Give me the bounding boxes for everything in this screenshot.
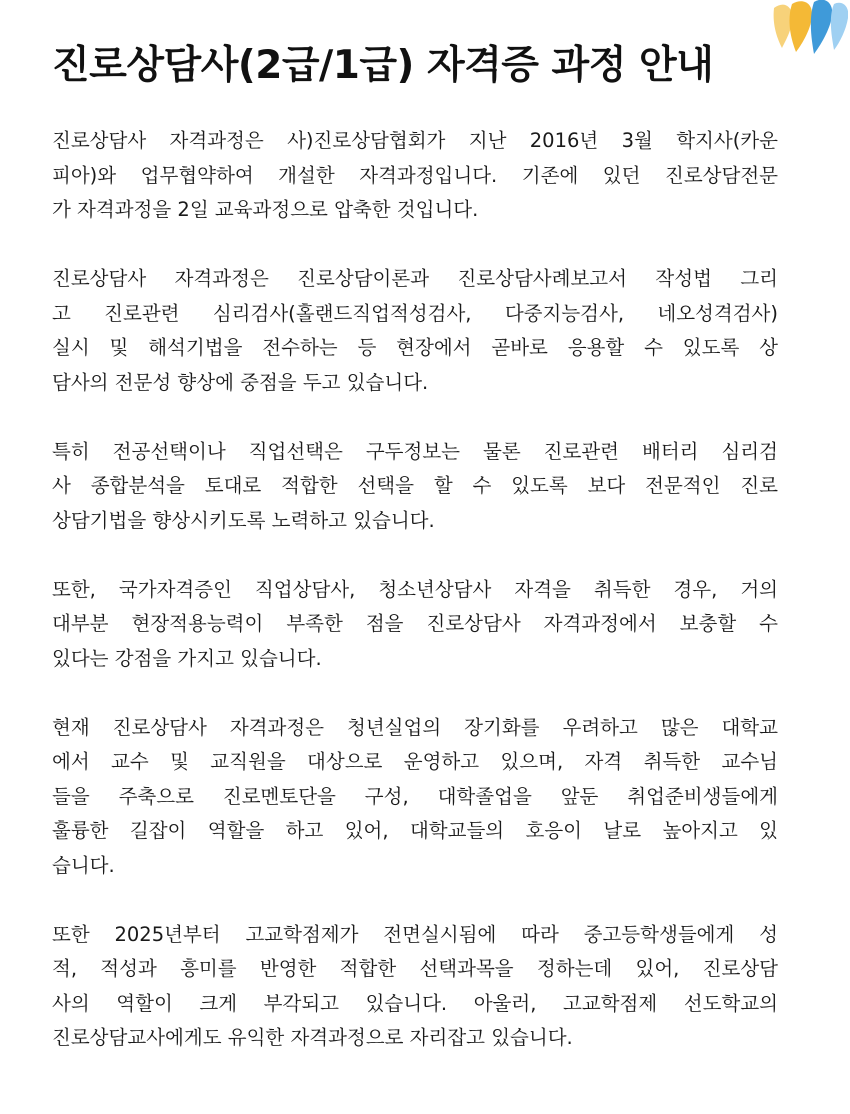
text-line: 진로상담사 자격과정은 사)진로상담협회가 지난 2016년 3월 학지사(카운: [52, 129, 778, 152]
text-line: 적, 적성과 흥미를 반영한 적합한 선택과목을 정하는데 있어, 진로상담: [52, 957, 778, 980]
text-line: 고 진로관련 심리검사(홀랜드직업적성검사, 다중지능검사, 네오성격검사): [52, 301, 778, 325]
paragraph: [52, 124, 778, 228]
text-line: 특히 전공선택이나 직업선택은 구두정보는 물론 진로관련 배터리 심리검: [52, 439, 778, 463]
text-line: 가 자격과정을 2일 교육과정으로 압축한 것입니다.: [52, 198, 479, 221]
paragraph: [52, 573, 778, 677]
text-line: 진로상담교사에게도 유익한 자격과정으로 자리잡고 있습니다.: [52, 1026, 573, 1049]
text-line: 피아)와 업무협약하여 개설한 자격과정입니다. 기존에 있던 진로상담전문: [52, 163, 778, 187]
logo-stripe-blue: [811, 0, 832, 54]
text-line: 현재 진로상담사 자격과정은 청년실업의 장기화를 우려하고 많은 대학교: [52, 715, 778, 739]
text-line: 담사의 전문성 향상에 중점을 두고 있습니다.: [52, 370, 429, 394]
text-line: 습니다.: [52, 853, 115, 877]
wave-stripes-logo-icon: [770, 0, 848, 58]
text-line: 있다는 강점을 가지고 있습니다.: [52, 646, 322, 670]
paragraph: [52, 918, 778, 1056]
text-line: 진로상담사 자격과정은 진로상담이론과 진로상담사례보고서 작성법 그리: [52, 267, 778, 290]
text-line: 또한, 국가자격증인 직업상담사, 청소년상담사 자격을 취득한 경우, 거의: [52, 577, 778, 601]
text-line: 에서 교수 및 교직원을 대상으로 운영하고 있으며, 자격 취득한 교수님: [52, 750, 778, 773]
logo-stripe-yellow: [789, 1, 812, 52]
text-line: 들을 주축으로 진로멘토단을 구성, 대학졸업을 앞둔 취업준비생들에게: [52, 784, 778, 808]
text-line: 사 종합분석을 토대로 적합한 선택을 할 수 있도록 보다 전문적인 진로: [52, 474, 778, 497]
paragraph: [52, 711, 778, 884]
paragraph: [52, 262, 778, 400]
text-line: 실시 및 해석기법을 전수하는 등 현장에서 곧바로 응용할 수 있도록 상: [52, 336, 778, 359]
text-line: 또한 2025년부터 고교학점제가 전면실시됨에 따라 중고등학생들에게 성: [52, 922, 778, 946]
text-line: 상담기법을 향상시키도록 노력하고 있습니다.: [52, 508, 435, 532]
text-line: 훌륭한 길잡이 역할을 하고 있어, 대학교들의 호응이 날로 높아지고 있: [52, 819, 778, 842]
text-line: 대부분 현장적용능력이 부족한 점을 진로상담사 자격과정에서 보충할 수: [52, 612, 778, 635]
logo-stripe-light: [774, 5, 793, 48]
paragraph: [52, 435, 778, 539]
document-body: [52, 124, 778, 1056]
text-line: 사의 역할이 크게 부각되고 있습니다. 아울러, 고교학점제 선도학교의: [52, 991, 778, 1015]
page-title: 진로상담사(2급/1급) 자격증 과정 안내: [52, 43, 714, 88]
logo-stripe-light-blue: [831, 3, 848, 50]
